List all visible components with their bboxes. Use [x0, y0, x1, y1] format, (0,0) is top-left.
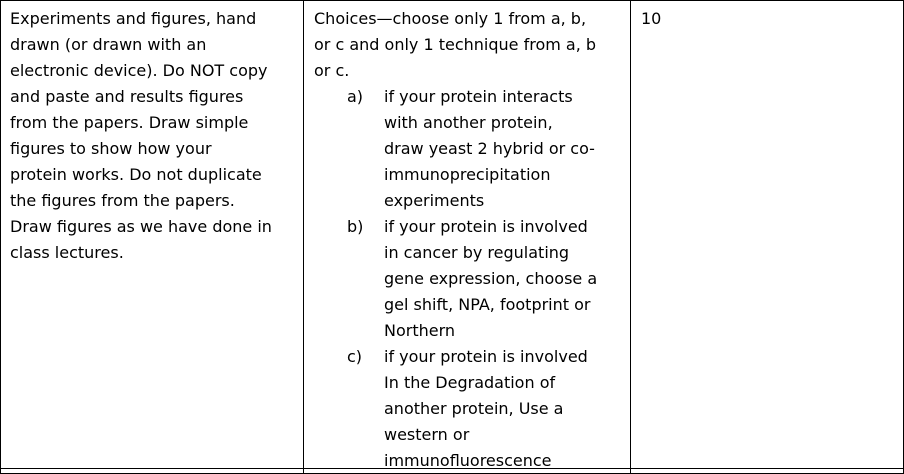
- requirements-line: protein works. Do not duplicate: [10, 165, 262, 184]
- requirements-line: from the papers. Draw simple: [10, 113, 249, 132]
- choice-line: with another protein,: [384, 113, 553, 132]
- choice-line: another protein, Use a: [384, 399, 564, 418]
- choice-line: gene expression, choose a: [384, 269, 598, 288]
- requirements-line: Experiments and figures, hand: [10, 9, 257, 28]
- column-divider: [303, 1, 304, 473]
- choice-c: [314, 344, 629, 474]
- choice-line: if your protein interacts: [384, 87, 573, 106]
- choice-line: immunofluorescence: [384, 451, 552, 470]
- points-value: 10: [641, 9, 662, 28]
- choice-marker: b): [347, 217, 364, 236]
- choices-intro-line: or c and only 1 technique from a, b: [314, 35, 597, 54]
- choice-line: western or: [384, 425, 470, 444]
- choice-line: In the Degradation of: [384, 373, 556, 392]
- requirements-line: and paste and results figures: [10, 87, 244, 106]
- choice-line: experiments: [384, 191, 485, 210]
- choice-marker: c): [347, 347, 363, 366]
- choice-line: gel shift, NPA, footprint or: [384, 295, 591, 314]
- choice-line: draw yeast 2 hybrid or co-: [384, 139, 595, 158]
- choice-line: in cancer by regulating: [384, 243, 570, 262]
- choice-marker: a): [347, 87, 364, 106]
- choices-intro-line: Choices—choose only 1 from a, b,: [314, 9, 587, 28]
- column-divider: [630, 1, 631, 473]
- requirements-line: drawn (or drawn with an: [10, 35, 207, 54]
- requirements-cell: [10, 6, 302, 266]
- choice-a: [314, 84, 629, 214]
- requirements-line: electronic device). Do NOT copy: [10, 61, 268, 80]
- choice-line: if your protein is involved: [384, 347, 588, 366]
- requirements-line: the figures from the papers.: [10, 191, 235, 210]
- points-cell: [641, 6, 901, 32]
- requirements-line: figures to show how your: [10, 139, 212, 158]
- choices-intro-line: or c.: [314, 61, 350, 80]
- choice-b: [314, 214, 629, 344]
- choice-line: immunoprecipitation: [384, 165, 551, 184]
- requirements-line: Draw figures as we have done in: [10, 217, 272, 236]
- requirements-line: class lectures.: [10, 243, 124, 262]
- choice-line: if your protein is involved: [384, 217, 588, 236]
- choices-cell: [314, 6, 629, 474]
- choice-line: Northern: [384, 321, 456, 340]
